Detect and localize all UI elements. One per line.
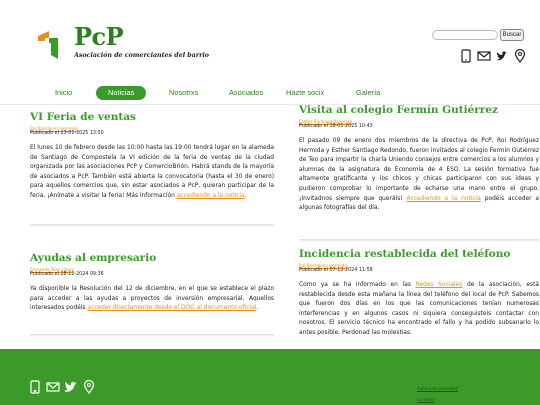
nav-item-hazte-socix[interactable]: Hazte socix — [286, 88, 325, 97]
footer-link-privacy[interactable]: Política de privacidad — [417, 386, 458, 391]
news-body: Como ya se ha informado en las Redes Sociales de la asociación, está restablecida desde esta mañana la línea del teléfono del local de PcP. Sabemos que fueron dos días en los que las comunicaciones tenían numerosas interferencias y en algunos casos ni siquiera conseguisteis contactar con nosotros. El servicio técnico ha encontrado el fallo y ha podido subsanarlo lo antes posible. Perdonad las molestias. — [299, 282, 539, 336]
footer — [0, 349, 540, 405]
news-author[interactable]: Esther Santiago Redondo — [299, 119, 352, 124]
twitter-icon[interactable] — [63, 379, 79, 395]
nav-item-asociados[interactable]: Asociados — [229, 88, 264, 97]
news-date: Publicado el 23-01-2025 13:50 — [30, 131, 104, 136]
mail-icon[interactable] — [476, 48, 492, 64]
footer-social-icons — [27, 379, 97, 395]
nav-item-nosotrxs[interactable]: Nosotrxs — [169, 88, 199, 97]
news-card-feria — [30, 111, 274, 223]
news-card-ayudas — [30, 252, 274, 332]
news-date: Publicado el 18-01-2025 10:43 — [299, 124, 373, 129]
site-title: PcP — [74, 22, 124, 51]
site-subtitle: Asociación de comerciantes del barrio — [74, 52, 209, 59]
news-card-visita — [299, 104, 539, 238]
news-date: Publicado el 28-12-2024 09:36 — [30, 272, 104, 277]
news-author[interactable]: Fernanda Díaz López — [30, 267, 74, 272]
nav-item-galeria[interactable]: Galería — [356, 88, 381, 97]
twitter-icon[interactable] — [494, 48, 510, 64]
news-author[interactable]: Roi Rodríguez Hermida — [30, 126, 78, 131]
news-date: Publicado el 07-12-2024 11:58 — [299, 268, 373, 273]
news-link[interactable]: Redes Sociales — [415, 282, 463, 288]
logo-icon — [36, 29, 66, 59]
header-social-icons — [458, 48, 528, 64]
news-title[interactable]: VI Feria de ventas — [30, 111, 136, 123]
news-link[interactable]: acceder directamente desde el DOG al documento oficial — [87, 305, 257, 312]
nav-item-noticias[interactable]: Noticias — [96, 86, 146, 100]
news-card-telefono — [299, 248, 539, 350]
main-nav — [0, 80, 540, 104]
footer-link-contact[interactable]: Contacto — [417, 397, 435, 402]
news-body: El lunes 10 de febrero desde las 10:00 hasta las 19:00 tendrá lugar en la alameda de Santiago de Compostela la VI edición de la feria de ventas de la ciudad organizada por las asociaciones PcP y ComercioBrión. Habrá stands de la mayoría de asociados a PcP. También está abierta la convocatoria (hasta el 30 de enero) para aquellos comercios que, sin estar asociados a PcP, quieran participar de la feria. ¡Anímate a visitar la feria! Más información accediendo a la noticia. — [30, 145, 274, 199]
news-title[interactable]: Ayudas al empresario — [30, 252, 157, 264]
news-title[interactable]: Visita al colegio Fermín Gutiérrez — [299, 104, 498, 116]
phone-icon[interactable] — [458, 48, 474, 64]
location-icon[interactable] — [512, 48, 528, 64]
search-button[interactable]: Buscar — [500, 29, 524, 41]
card-divider — [299, 239, 539, 242]
news-title[interactable]: Incidencia restablecida del teléfono — [299, 248, 511, 260]
card-divider — [30, 224, 274, 227]
search-input[interactable] — [432, 30, 498, 40]
phone-icon[interactable] — [27, 379, 43, 395]
news-body: Ya disponible la Resolución del 12 de diciembre, en el que se establece el plazo para acceder a las ayudas a proyectos de inversión empresarial. Aquellos interesados podéis acceder directamente desde el DOG al documento oficial. — [30, 286, 274, 312]
news-link[interactable]: accediendo a la noticia — [176, 192, 245, 199]
location-icon[interactable] — [81, 379, 97, 395]
nav-item-inicio[interactable]: Inicio — [55, 88, 73, 97]
card-divider — [30, 334, 274, 337]
news-body: El pasado 09 de enero dos miembros de la directiva de PcP, Roi Rodríguez Hermida y Esther Santiago Redondo, fueron invitados al colegio Fermín Gutiérrez de Teo para impartir la charla Uniendo consejos entre comercios a los alumnos y alumnas de la asignatura de Economía de 4 ESO. La sesión formativa fue altamente gratificante y los chicos y chicas participaron con sus ideas y pudieron comprobar lo importante de echarse una mano entre el grupo. ¡Invitadnos siempre que queráis! Accediendo a la noticia podéis acceder a algunas fotografías del día. — [299, 138, 539, 212]
news-link[interactable]: Accediendo a la noticia — [406, 195, 481, 202]
mail-icon[interactable] — [45, 379, 61, 395]
news-author[interactable]: Roi Rodríguez Hermida — [299, 263, 347, 268]
